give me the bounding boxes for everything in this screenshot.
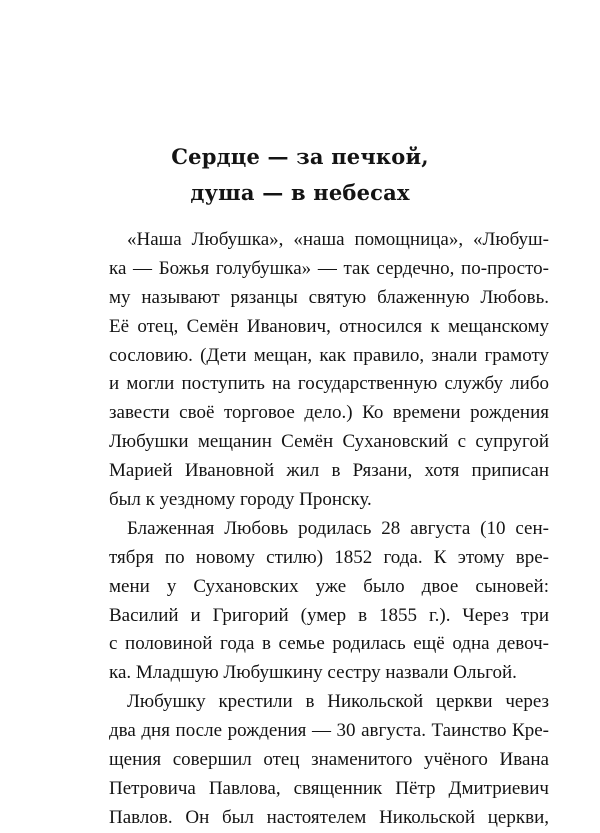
text-line: два дня после рождения — 30 августа. Таинство Кре- xyxy=(109,720,549,742)
text-line: Василий и Григорий (умер в 1855 г.). Через три xyxy=(109,604,549,626)
text-line: Блаженная Любовь родилась 28 августа (10 сен- xyxy=(127,517,549,539)
chapter-title-line-2: душа — в небесах xyxy=(190,180,410,205)
text-line: мени у Сухановских уже было двое сыновей: xyxy=(109,575,549,597)
chapter-title xyxy=(0,139,600,211)
text-line: и могли поступить на государственную службу либо xyxy=(109,373,549,395)
text-line: Любушку крестили в Никольской церкви через xyxy=(127,691,549,713)
text-line: Петровича Павлова, священник Пётр Дмитриевич xyxy=(109,777,549,799)
text-line: Марией Ивановной жил в Рязани, хотя приписан xyxy=(109,460,549,482)
chapter-title-line-1: Сердце — за печкой, xyxy=(171,144,429,169)
text-line: завести своё торговое дело.) Ко времени рождения xyxy=(109,402,549,424)
text-line: Её отец, Семён Иванович, относился к мещанскому xyxy=(109,315,549,337)
text-line: сословию. (Дети мещан, как правило, знали грамоту xyxy=(109,344,549,366)
text-line: ка — Божья голубушка» — так сердечно, по-просто- xyxy=(109,257,549,279)
text-line: Павлов. Он был настоятелем Никольской церкви, xyxy=(109,806,549,828)
chapter-body xyxy=(109,226,549,833)
text-line: с половиной года в семье родилась ещё одна девоч- xyxy=(109,633,549,655)
text-line: щения совершил отец знаменитого учёного Ивана xyxy=(109,749,549,771)
text-line: му называют рязанцы святую блаженную Любовь. xyxy=(109,286,549,308)
text-line: ка. Младшую Любушкину сестру назвали Ольгой. xyxy=(109,662,517,684)
text-line: был к уездному городу Пронску. xyxy=(109,489,372,511)
text-line: Любушки мещанин Семён Сухановский с супругой xyxy=(109,431,549,453)
text-line: «Наша Любушка», «наша помощница», «Любуш- xyxy=(127,229,549,250)
text-line: тября по новому стилю) 1852 года. К этому вре- xyxy=(109,546,549,568)
